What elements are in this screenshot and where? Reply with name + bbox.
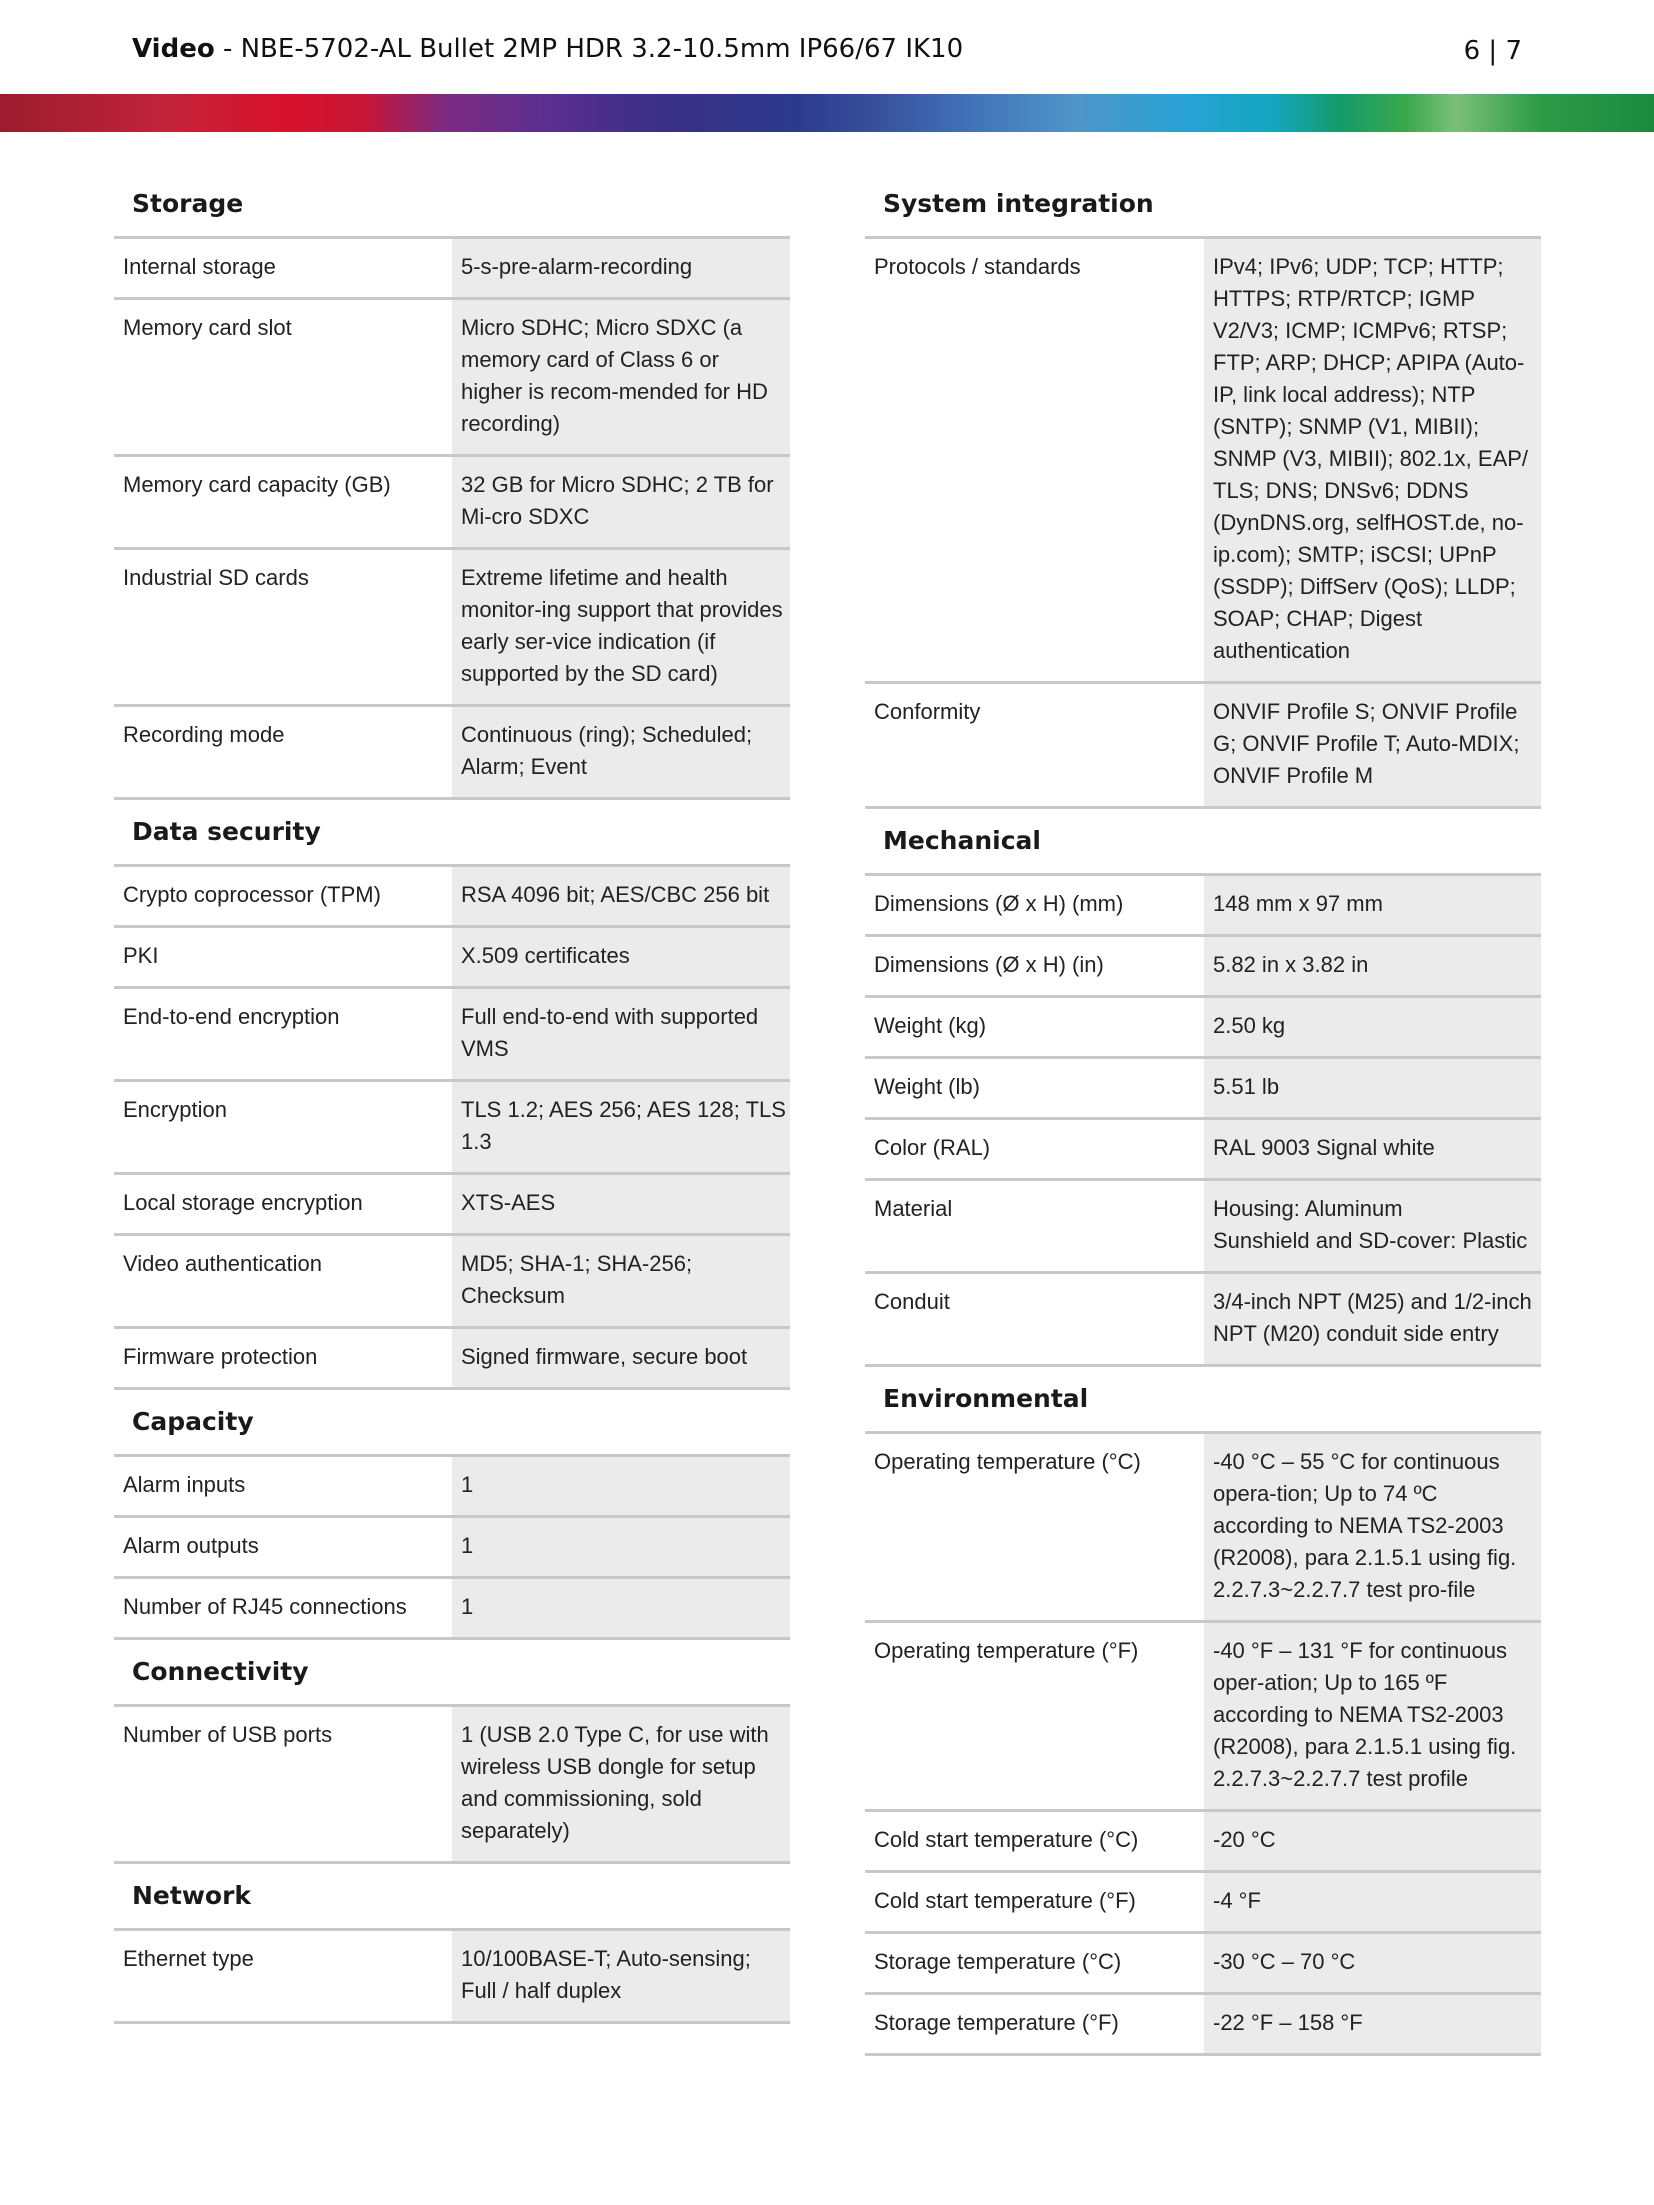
spec-table bbox=[114, 1931, 790, 2024]
spec-label: Storage temperature (°F) bbox=[874, 2010, 1119, 2035]
spec-row bbox=[114, 300, 790, 457]
spec-row bbox=[865, 684, 1541, 809]
spec-label: Ethernet type bbox=[123, 1946, 254, 1971]
spec-row bbox=[114, 1518, 790, 1579]
spec-section-network bbox=[114, 1864, 790, 2024]
section-title: Connectivity bbox=[114, 1640, 790, 1707]
spec-label: Weight (kg) bbox=[874, 1013, 987, 1038]
spec-label: Recording mode bbox=[123, 722, 285, 747]
spec-row bbox=[114, 1707, 790, 1864]
spec-value: 10/100BASE-T; Auto-sensing; Full / half duplex bbox=[452, 1931, 790, 2021]
spec-label: Protocols / standards bbox=[874, 254, 1081, 279]
spec-value: -40 °F – 131 °F for continuous oper-ation; Up to 165 ºF according to NEMA TS2-2003 (R2008), para 2.1.5.1 using fig. 2.2.7.3~2.2.7.7 test profile bbox=[1204, 1623, 1541, 1809]
spec-section-environmental bbox=[865, 1367, 1541, 2056]
spec-label: Weight (lb) bbox=[874, 1074, 980, 1099]
spec-label: Conduit bbox=[874, 1289, 950, 1314]
spec-row bbox=[114, 1082, 790, 1175]
spec-value: 1 bbox=[452, 1518, 790, 1576]
spec-row bbox=[865, 1120, 1541, 1181]
spec-section-mechanical bbox=[865, 809, 1541, 1367]
spec-row bbox=[114, 1931, 790, 2024]
page-header bbox=[132, 34, 1522, 74]
spec-value: Continuous (ring); Scheduled; Alarm; Event bbox=[452, 707, 790, 797]
spec-label: Operating temperature (°F) bbox=[874, 1638, 1139, 1663]
spec-table bbox=[865, 239, 1541, 809]
document-title bbox=[132, 34, 963, 64]
spec-row bbox=[865, 1995, 1541, 2056]
spec-label: Video authentication bbox=[123, 1251, 322, 1276]
spec-value: -40 °C – 55 °C for continuous opera-tion; Up to 74 ºC according to NEMA TS2-2003 (R2008), para 2.1.5.1 using fig. 2.2.7.3~2.2.7.7 test pro-file bbox=[1204, 1434, 1541, 1620]
spec-value: 1 bbox=[452, 1457, 790, 1515]
spec-row bbox=[114, 550, 790, 707]
spec-row bbox=[114, 1175, 790, 1236]
spec-value: 3/4-inch NPT (M25) and 1/2-inch NPT (M20) conduit side entry bbox=[1204, 1274, 1541, 1364]
spec-row bbox=[865, 937, 1541, 998]
spec-section-connectivity bbox=[114, 1640, 790, 1864]
spec-value: 1 bbox=[452, 1579, 790, 1637]
spec-table bbox=[114, 867, 790, 1390]
spec-row bbox=[865, 1873, 1541, 1934]
spec-row bbox=[865, 998, 1541, 1059]
spec-row bbox=[865, 1812, 1541, 1873]
spec-value: 148 mm x 97 mm bbox=[1204, 876, 1541, 934]
spec-value: 5.51 lb bbox=[1204, 1059, 1541, 1117]
spec-row bbox=[114, 1329, 790, 1390]
spec-section-data-security bbox=[114, 800, 790, 1390]
spec-value: TLS 1.2; AES 256; AES 128; TLS 1.3 bbox=[452, 1082, 790, 1172]
spec-label: Dimensions (Ø x H) (mm) bbox=[874, 891, 1124, 916]
spec-value: X.509 certificates bbox=[452, 928, 790, 986]
spec-label: Color (RAL) bbox=[874, 1135, 991, 1160]
spec-value: 5-s-pre-alarm-recording bbox=[452, 239, 790, 297]
spec-label: Alarm outputs bbox=[123, 1533, 259, 1558]
spec-label: Memory card capacity (GB) bbox=[123, 472, 391, 497]
spec-label: Number of RJ45 connections bbox=[123, 1594, 407, 1619]
section-title: Storage bbox=[114, 172, 790, 239]
spec-table bbox=[865, 1434, 1541, 2056]
spec-label: Cold start temperature (°C) bbox=[874, 1827, 1139, 1852]
spec-value: Extreme lifetime and health monitor-ing support that provides early ser-vice indication (if supported by the SD card) bbox=[452, 550, 790, 704]
spec-row bbox=[865, 876, 1541, 937]
brand-color-band bbox=[0, 94, 1654, 132]
spec-label: End-to-end encryption bbox=[123, 1004, 340, 1029]
left-column bbox=[114, 172, 790, 2024]
spec-row bbox=[114, 867, 790, 928]
spec-label: Storage temperature (°C) bbox=[874, 1949, 1122, 1974]
spec-value: Full end-to-end with supported VMS bbox=[452, 989, 790, 1079]
spec-value: 5.82 in x 3.82 in bbox=[1204, 937, 1541, 995]
spec-label: Number of USB ports bbox=[123, 1722, 333, 1747]
section-title: Capacity bbox=[114, 1390, 790, 1457]
spec-label: Crypto coprocessor (TPM) bbox=[123, 882, 381, 907]
spec-label: Dimensions (Ø x H) (in) bbox=[874, 952, 1104, 977]
spec-value: RSA 4096 bit; AES/CBC 256 bit bbox=[452, 867, 790, 925]
spec-value: ONVIF Profile S; ONVIF Profile G; ONVIF Profile T; Auto-MDIX; ONVIF Profile M bbox=[1204, 684, 1541, 806]
spec-value: -22 °F – 158 °F bbox=[1204, 1995, 1541, 2053]
section-title: Network bbox=[114, 1864, 790, 1931]
spec-label: Encryption bbox=[123, 1097, 227, 1122]
section-title: Environmental bbox=[865, 1367, 1541, 1434]
spec-label: Conformity bbox=[874, 699, 981, 724]
spec-label: Industrial SD cards bbox=[123, 565, 309, 590]
spec-table bbox=[114, 1707, 790, 1864]
spec-label: Local storage encryption bbox=[123, 1190, 363, 1215]
spec-row bbox=[114, 989, 790, 1082]
spec-value: -4 °F bbox=[1204, 1873, 1541, 1931]
product-name: - NBE-5702-AL Bullet 2MP HDR 3.2-10.5mm IP66/67 IK10 bbox=[214, 34, 964, 64]
spec-value: Housing: Aluminum Sunshield and SD-cover: Plastic bbox=[1204, 1181, 1541, 1271]
spec-row bbox=[114, 1236, 790, 1329]
spec-value: 1 (USB 2.0 Type C, for use with wireless USB dongle for setup and commissioning, sold separately) bbox=[452, 1707, 790, 1861]
spec-section-storage bbox=[114, 172, 790, 800]
spec-value: -20 °C bbox=[1204, 1812, 1541, 1870]
spec-value: IPv4; IPv6; UDP; TCP; HTTP; HTTPS; RTP/RTCP; IGMP V2/V3; ICMP; ICMPv6; RTSP; FTP; ARP; DHCP; APIPA (Auto-IP, link local address); NTP (SNTP); SNMP (V1, MIBII); SNMP (V3, MIBII); 802.1x, EAP/ TLS; DNS; DNSv6; DDNS (DynDNS.org, selfHOST.de, no-ip.com); SMTP; iSCSI; UPnP (SSDP); DiffServ (QoS); LLDP; SOAP; CHAP; Digest authentication bbox=[1204, 239, 1541, 681]
spec-value: -30 °C – 70 °C bbox=[1204, 1934, 1541, 1992]
spec-row bbox=[865, 1181, 1541, 1274]
spec-value: Micro SDHC; Micro SDXC (a memory card of Class 6 or higher is recom-mended for HD recording) bbox=[452, 300, 790, 454]
spec-section-system-integration bbox=[865, 172, 1541, 809]
spec-row bbox=[114, 707, 790, 800]
spec-row bbox=[865, 1434, 1541, 1623]
spec-value: MD5; SHA-1; SHA-256; Checksum bbox=[452, 1236, 790, 1326]
spec-label: Material bbox=[874, 1196, 953, 1221]
right-column bbox=[865, 172, 1541, 2056]
spec-value: RAL 9003 Signal white bbox=[1204, 1120, 1541, 1178]
spec-table bbox=[114, 239, 790, 800]
spec-row bbox=[114, 457, 790, 550]
section-title: Data security bbox=[114, 800, 790, 867]
section-title: Mechanical bbox=[865, 809, 1541, 876]
spec-table bbox=[865, 876, 1541, 1367]
spec-table bbox=[114, 1457, 790, 1640]
category-label: Video bbox=[132, 34, 215, 64]
spec-row bbox=[865, 1059, 1541, 1120]
spec-row bbox=[865, 239, 1541, 684]
spec-value: 2.50 kg bbox=[1204, 998, 1541, 1056]
spec-label: Operating temperature (°C) bbox=[874, 1449, 1141, 1474]
spec-label: PKI bbox=[123, 943, 159, 968]
spec-section-capacity bbox=[114, 1390, 790, 1640]
spec-value: XTS-AES bbox=[452, 1175, 790, 1233]
spec-label: Cold start temperature (°F) bbox=[874, 1888, 1136, 1913]
spec-row bbox=[114, 239, 790, 300]
spec-row bbox=[114, 928, 790, 989]
page-number: 6 | 7 bbox=[1463, 36, 1522, 66]
spec-row bbox=[865, 1274, 1541, 1367]
section-title: System integration bbox=[865, 172, 1541, 239]
spec-row bbox=[114, 1457, 790, 1518]
spec-row bbox=[114, 1579, 790, 1640]
spec-value: Signed firmware, secure boot bbox=[452, 1329, 790, 1387]
spec-label: Alarm inputs bbox=[123, 1472, 246, 1497]
spec-label: Memory card slot bbox=[123, 315, 292, 340]
spec-label: Internal storage bbox=[123, 254, 276, 279]
spec-row bbox=[865, 1623, 1541, 1812]
spec-row bbox=[865, 1934, 1541, 1995]
spec-label: Firmware protection bbox=[123, 1344, 318, 1369]
spec-value: 32 GB for Micro SDHC; 2 TB for Mi-cro SDXC bbox=[452, 457, 790, 547]
